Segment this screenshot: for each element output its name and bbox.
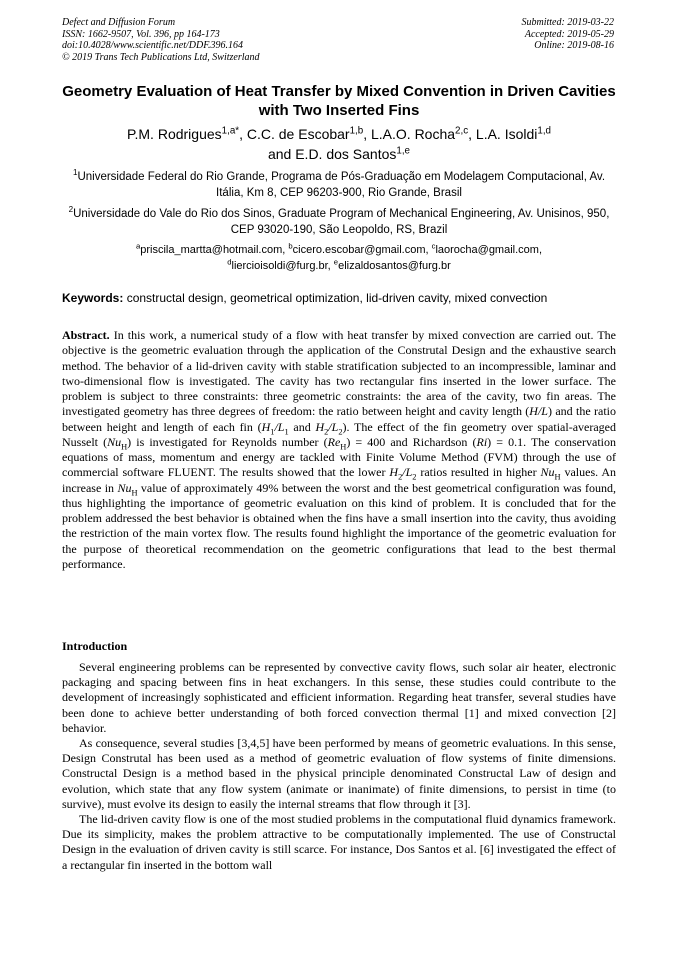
subscript: 2 bbox=[338, 426, 343, 436]
abstract-text: ) and the ratio between height and length of each fin ( bbox=[62, 404, 616, 434]
email-link[interactable]: liercioisoldi@furg.br bbox=[231, 260, 328, 272]
author-sup: 1,a* bbox=[221, 125, 240, 137]
abstract-text: ) is investigated for Reynolds number ( bbox=[127, 434, 328, 449]
email-list: $^a$priscila_martta@hotmail.com, $^b$cicero.escobar@gmail.com, $^c$laorocha@gmail.com, $^d$liercioisoldi@furg.br, $^e$elizaldosantos@furg.br bbox=[135, 241, 543, 272]
symbol: H bbox=[389, 465, 399, 480]
online-date: Online: 2019-08-16 bbox=[534, 40, 614, 51]
email-sup: c bbox=[431, 241, 436, 251]
copyright-line: © 2019 Trans Tech Publications Ltd, Switzerland bbox=[62, 51, 260, 63]
email-sup: a bbox=[135, 241, 141, 251]
subscript: 1 bbox=[270, 426, 275, 436]
abstract-text: and bbox=[288, 419, 316, 434]
subscript: H bbox=[131, 487, 138, 497]
author-sup: 2,c bbox=[455, 125, 469, 137]
affiliation-2 bbox=[62, 206, 616, 238]
affiliation-sup: 1 bbox=[72, 168, 78, 178]
paper-title: Geometry Evaluation of Heat Transfer by Mixed Convention in Driven Cavities with Two Inserted Fins bbox=[62, 83, 616, 119]
symbol: /L bbox=[328, 419, 339, 434]
accepted-date: Accepted: 2019-05-29 bbox=[524, 28, 614, 40]
subscript: H bbox=[554, 472, 561, 482]
issn-line: ISSN: 1662-9507, Vol. 396, pp 164-173 bbox=[62, 28, 220, 40]
author-sup: 1,e bbox=[396, 145, 411, 157]
abstract-text: In this work, a numerical study of a flow with heat transfer by mixed convection are carried out. The objective is the geometric evaluation through the application of the Construtal Design and the exhaustive search method. The behavior of a lid-driven cavity with stable stratification subjected to an incompressible, laminar and two-dimensional flow is investigated. The cavity has two rectangular fins inserted in the lower surface. The problem is subject to three constraints: three geometric constraints: the area of the cavity, two fin areas. The investigated geometry has three degrees of freedom: the ratio between height and cavity length ( bbox=[62, 328, 617, 419]
abstract-text: values. An increase in bbox=[62, 465, 616, 495]
symbol: Nu bbox=[107, 434, 122, 449]
abstract-text: ). The effect of the fin geometry over spatial-averaged Nusselt ( bbox=[62, 419, 616, 449]
symbol: H bbox=[261, 419, 271, 434]
email-link[interactable]: elizaldosantos@furg.br bbox=[338, 260, 451, 272]
abstract-text: ) = 400 and Richardson ( bbox=[346, 434, 477, 449]
symbol: /L bbox=[402, 465, 413, 480]
affiliation-1 bbox=[62, 169, 616, 201]
author-sup: 1,b bbox=[349, 125, 364, 137]
author-name: P.M. Rodrigues bbox=[126, 126, 222, 142]
abstract bbox=[62, 328, 616, 572]
paragraph: Several engineering problems can be represented by convective cavity flows, such solar air heater, electronic packaging and spacing between fins in heat exchangers. In this sense, these studies could contribute to the development of increasingly sophisticated and efficient information. Regarding heat transfer, several studies have been done to achieve better understanding of both forced convection thermal [1] and mixed convection [2] behavior. bbox=[62, 660, 616, 735]
keywords-text: constructal design, geometrical optimization, lid-driven cavity, mixed convection bbox=[126, 291, 548, 305]
email-link[interactable]: priscila_martta@hotmail.com bbox=[140, 244, 283, 256]
abstract-text: ) = 0.1. The conservation equations of mass, momentum and energy are tackled with Finite Volume Method (FVM) through the use of commercial software FLUENT. The results showed that the lower bbox=[62, 434, 616, 480]
abstract-text: value of approximately 49% between the worst and the best geometrical configuration was found, thus highlighting the importance of geometric evaluation on this kind of problem. It is concluded that for the problem addressed the best behavior is obtained when the fins have a small insertion into the cavity, thus avoiding the restriction of the main vortex flow. The results found highlight the importance of the geometric evaluation for the purpose of theoretical recommendation on the geometric configurations that lead to the best thermal performance. bbox=[62, 480, 617, 571]
journal-name: Defect and Diffusion Forum bbox=[62, 17, 176, 28]
symbol: H/L bbox=[529, 404, 548, 419]
author-name: E.D. dos Santos bbox=[295, 146, 397, 162]
symbol: /L bbox=[274, 419, 285, 434]
email-sup: e bbox=[333, 257, 339, 267]
author-list: P.M. Rodrigues$^{1,a*}$, C.C. de Escobar$^{1,b}$, L.A.O. Rocha$^{2,c}$, L.A. Isoldi$^{1,d}$ and E.D. dos Santos$^{1,e}$ bbox=[126, 125, 552, 162]
email-link[interactable]: cicero.escobar@gmail.com bbox=[292, 244, 426, 256]
affiliation-text: Universidade Federal do Rio Grande, Programa de Pós-Graduação em Modelagem Computacional, Av. Itália, Km 8, CEP 96203-900, Rio Grande, Brasil bbox=[77, 171, 606, 199]
abstract-text: ratios resulted in higher bbox=[416, 465, 541, 480]
symbol: Nu bbox=[117, 480, 132, 495]
paragraph: As consequence, several studies [3,4,5] have been performed by means of geometric evaluations. In this sense, Design Construtal has been used as a method of geometric evaluation of flow systems of finite dimensions. Constructal Design is a method based in the physical principle denominated Constructal Law of design and evolution, which state that any flow system (animate or inanimate) of finite dimensions, to persist in time (to survive), must evolve its design to easily the internal streams that flow through it [3]. bbox=[62, 736, 616, 811]
symbol: Nu bbox=[540, 465, 555, 480]
affiliation-sup: 2 bbox=[68, 205, 74, 215]
symbol: Ri bbox=[476, 434, 488, 449]
subscript: 2 bbox=[398, 472, 403, 482]
author-and: and bbox=[267, 146, 292, 162]
section-heading-introduction: Introduction bbox=[62, 639, 128, 653]
submitted-date: Submitted: 2019-03-22 bbox=[521, 17, 614, 28]
author-name: C.C. de Escobar bbox=[246, 126, 350, 142]
keywords bbox=[62, 291, 616, 306]
email-link[interactable]: laorocha@gmail.com bbox=[435, 244, 539, 256]
keywords-label: Keywords: bbox=[62, 291, 124, 305]
subscript: H bbox=[340, 442, 347, 452]
abstract-label: Abstract. bbox=[62, 328, 110, 342]
subscript: 1 bbox=[284, 426, 289, 436]
author-sup: 1,d bbox=[537, 125, 552, 137]
symbol: H bbox=[315, 419, 325, 434]
subscript: H bbox=[121, 442, 128, 452]
email-sup: d bbox=[227, 257, 232, 267]
email-sup: b bbox=[288, 241, 293, 251]
author-name: L.A.O. Rocha bbox=[371, 126, 456, 142]
doi-line: doi:10.4028/www.scientific.net/DDF.396.164 bbox=[62, 40, 244, 51]
dates-header bbox=[522, 17, 615, 52]
symbol: Re bbox=[327, 434, 341, 449]
author-name: L.A. Isoldi bbox=[475, 126, 538, 142]
subscript: 2 bbox=[324, 426, 329, 436]
affiliation-text: Universidade do Vale do Rio dos Sinos, Graduate Program of Mechanical Engineering, Av. Unisinos, 950, CEP 93020-190, São Leopoldo, RS, Brazil bbox=[73, 208, 610, 236]
paragraph: The lid-driven cavity flow is one of the most studied problems in the computational fluid dynamics framework. Due its simplicity, makes the problem attractive to be computationally implemented. The use of Constructal Design in the evaluation of driven cavity is still scarce. For instance, Dos Santos et al. [6] investigated the effect of a rectangular fin inserted in the bottom wall bbox=[62, 812, 616, 872]
introduction-body bbox=[62, 660, 616, 873]
subscript: 2 bbox=[412, 472, 417, 482]
journal-header bbox=[62, 17, 260, 63]
